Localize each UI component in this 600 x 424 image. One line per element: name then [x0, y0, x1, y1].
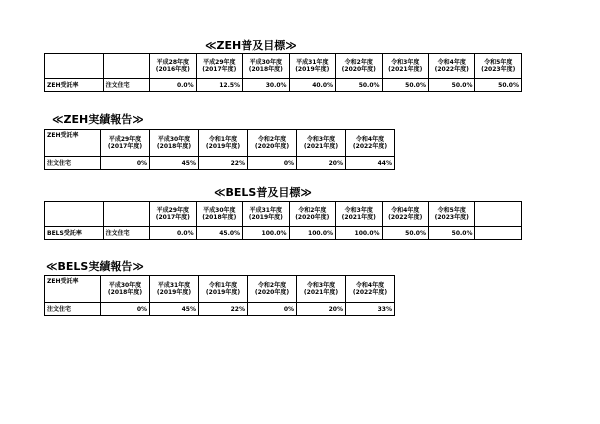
header-cell: 令和3年度 (2021年度)	[297, 276, 346, 303]
zeh-target-title: ≪ZEH普及目標≫	[205, 39, 297, 52]
header-cell	[475, 202, 522, 227]
row-label: BELS受託率	[45, 227, 104, 240]
value-cell: 40.0%	[289, 79, 335, 92]
header-cell: 令和5年度 (2023年度)	[429, 202, 475, 227]
value-cell: 20%	[297, 157, 346, 170]
header-cell: 平成28年度 (2016年度)	[150, 54, 196, 79]
header-cell: 令和1年度 (2019年度)	[199, 130, 248, 157]
value-cell: 22%	[199, 303, 248, 316]
table-row	[45, 79, 522, 92]
empty-cell	[45, 54, 104, 79]
header-cell: 平成31年度 (2019年度)	[289, 54, 335, 79]
value-cell: 50.0%	[429, 227, 475, 240]
value-cell: 0.0%	[150, 79, 196, 92]
header-cell: 令和3年度 (2021年度)	[336, 202, 382, 227]
table-row	[45, 303, 395, 316]
header-row	[45, 130, 395, 157]
table-row	[45, 227, 522, 240]
bels-target-title: ≪BELS普及目標≫	[214, 186, 312, 199]
value-cell: 0%	[248, 303, 297, 316]
value-cell: 0.0%	[150, 227, 196, 240]
value-cell: 100.0%	[336, 227, 382, 240]
header-cell: 令和2年度 (2020年度)	[289, 202, 335, 227]
value-cell: 12.5%	[196, 79, 242, 92]
value-cell: 0%	[101, 303, 150, 316]
header-cell: 平成30年度 (2018年度)	[243, 54, 289, 79]
header-cell: 令和4年度 (2022年度)	[346, 276, 395, 303]
value-cell: 100.0%	[289, 227, 335, 240]
empty-cell	[45, 202, 104, 227]
header-cell: 令和5年度 (2023年度)	[475, 54, 522, 79]
header-cell: 令和4年度 (2022年度)	[429, 54, 475, 79]
value-cell: 0%	[248, 157, 297, 170]
corner-label: ZEH受託率	[45, 130, 101, 157]
value-cell: 44%	[346, 157, 395, 170]
header-cell: 令和2年度 (2020年度)	[336, 54, 382, 79]
bels-report-title: ≪BELS実績報告≫	[46, 260, 144, 273]
value-cell: 33%	[346, 303, 395, 316]
header-cell: 令和2年度 (2020年度)	[248, 130, 297, 157]
value-cell: 100.0%	[243, 227, 289, 240]
bels-report-table	[44, 275, 395, 316]
bels-target-table	[44, 201, 522, 240]
value-cell: 45%	[150, 157, 199, 170]
empty-cell	[103, 202, 149, 227]
header-cell: 平成29年度 (2017年度)	[101, 130, 150, 157]
header-cell: 令和2年度 (2020年度)	[248, 276, 297, 303]
row-label: 注文住宅	[45, 303, 101, 316]
value-cell: 50.0%	[382, 227, 428, 240]
value-cell: 50.0%	[382, 79, 428, 92]
header-row	[45, 54, 522, 79]
header-row	[45, 202, 522, 227]
corner-label: ZEH受託率	[45, 276, 101, 303]
header-cell: 令和3年度 (2021年度)	[382, 54, 428, 79]
value-cell: 45.0%	[196, 227, 242, 240]
row-sublabel: 注文住宅	[103, 79, 149, 92]
value-cell: 45%	[150, 303, 199, 316]
header-cell: 令和3年度 (2021年度)	[297, 130, 346, 157]
row-label: 注文住宅	[45, 157, 101, 170]
row-sublabel: 注文住宅	[103, 227, 149, 240]
header-cell: 令和4年度 (2022年度)	[382, 202, 428, 227]
header-cell: 令和1年度 (2019年度)	[199, 276, 248, 303]
table-row	[45, 157, 395, 170]
value-cell: 22%	[199, 157, 248, 170]
zeh-report-title: ≪ZEH実績報告≫	[52, 113, 144, 126]
value-cell	[475, 227, 522, 240]
header-cell: 平成31年度 (2019年度)	[243, 202, 289, 227]
header-cell: 平成29年度 (2017年度)	[150, 202, 196, 227]
empty-cell	[103, 54, 149, 79]
zeh-target-table	[44, 53, 522, 92]
value-cell: 0%	[101, 157, 150, 170]
header-row	[45, 276, 395, 303]
header-cell: 平成29年度 (2017年度)	[196, 54, 242, 79]
header-cell: 平成30年度 (2018年度)	[150, 130, 199, 157]
header-cell: 平成31年度 (2019年度)	[150, 276, 199, 303]
value-cell: 50.0%	[475, 79, 522, 92]
header-cell: 令和4年度 (2022年度)	[346, 130, 395, 157]
value-cell: 20%	[297, 303, 346, 316]
row-label: ZEH受託率	[45, 79, 104, 92]
header-cell: 平成30年度 (2018年度)	[101, 276, 150, 303]
value-cell: 30.0%	[243, 79, 289, 92]
header-cell: 平成30年度 (2018年度)	[196, 202, 242, 227]
zeh-report-table	[44, 129, 395, 170]
value-cell: 50.0%	[336, 79, 382, 92]
value-cell: 50.0%	[429, 79, 475, 92]
